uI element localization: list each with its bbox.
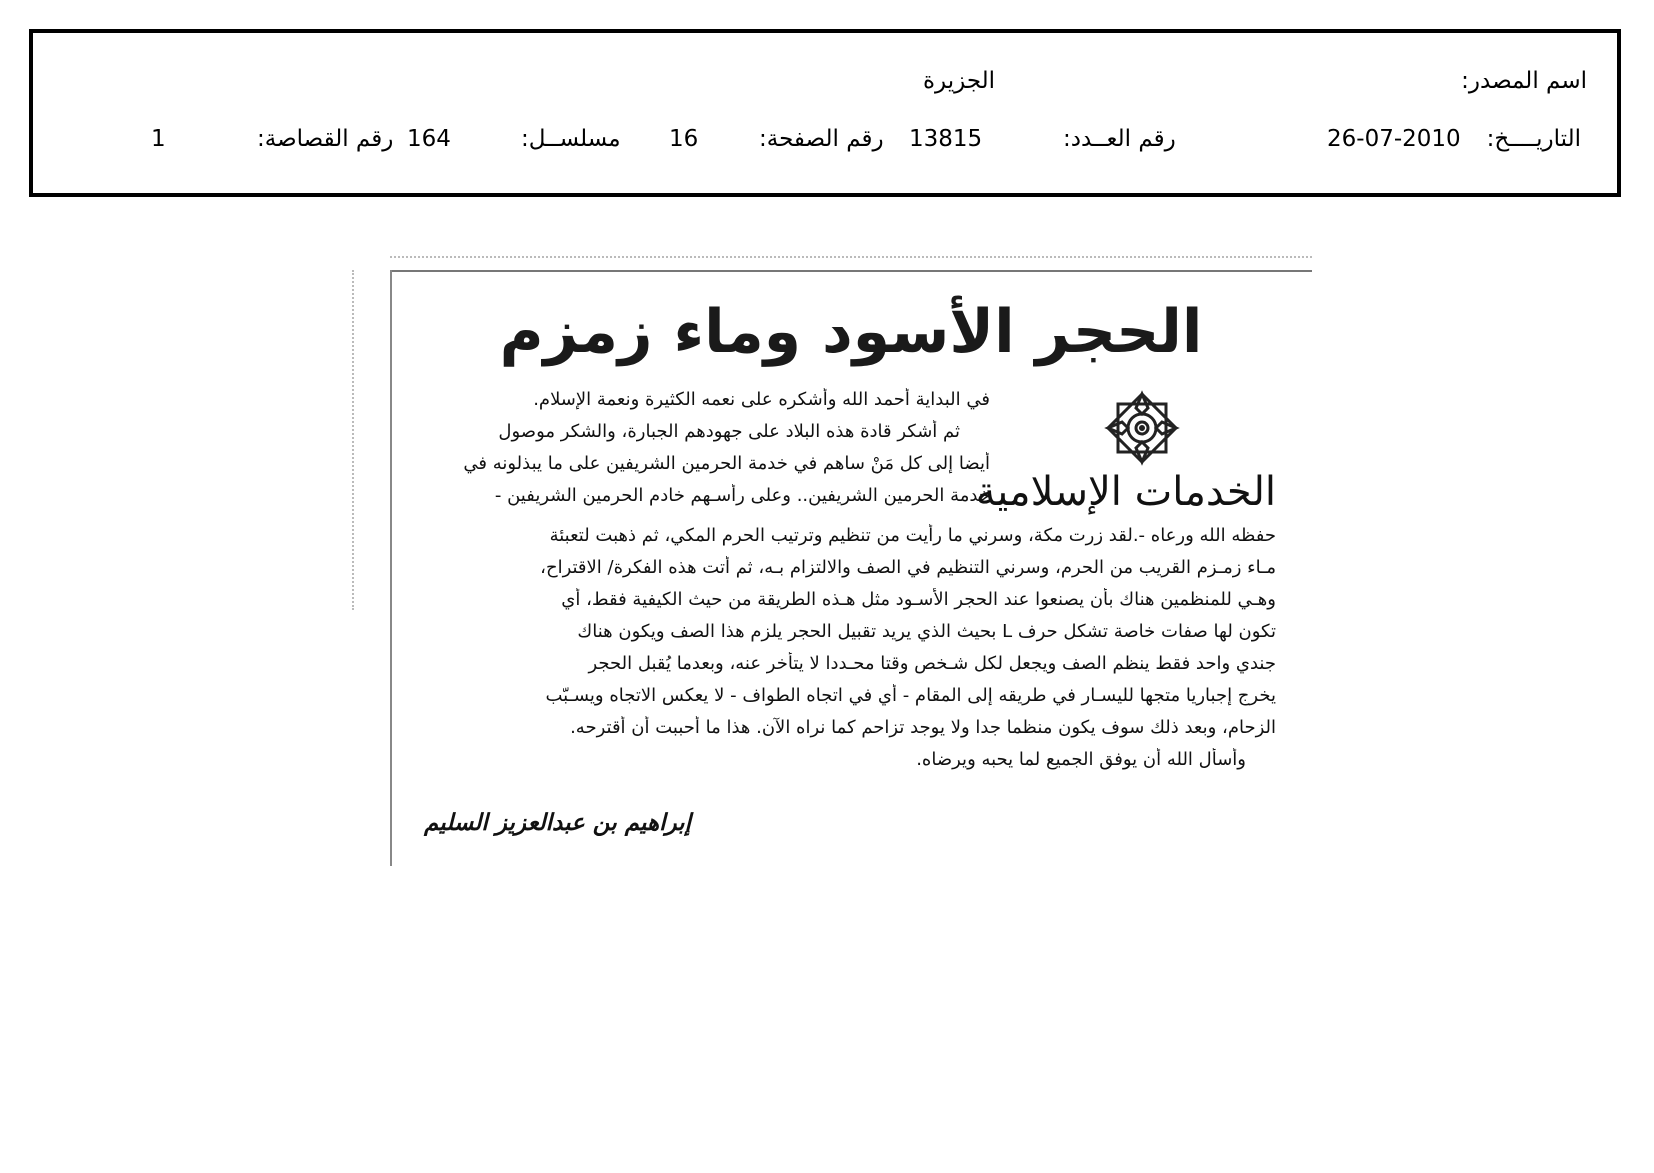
islamic-ornament-icon [1102,388,1182,468]
source-value: الجزيرة [923,68,996,94]
article-line: ثم أشكر قادة هذه البلاد على جهودهم الجبارة، والشكر موصول [498,421,960,442]
section-label: الخدمات الإسلامية [975,469,1276,515]
clipping-metadata-box [29,29,1621,197]
article-line: خدمة الحرمين الشريفين.. وعلى رأسـهم خادم الحرمين الشريفين - [494,485,990,506]
serial-label: مسلســل: [521,126,621,152]
article-line: مـاء زمـزم القريب من الحرم، وسرني التنظيم في الصف والالتزام بـه، ثم أتت هذه الفكرة/ الاقتراح، [540,557,1276,578]
clip-number-label: رقم القصاصة: [257,126,394,152]
article-line: جندي واحد فقط ينظم الصف ويجعل لكل شـخص وقتا محـددا لا يتأخر عنه، وبعدما يُقبل الحجر [588,653,1276,674]
article-headline: الحجر الأسود وماء زمزم [499,297,1203,367]
article-line: وأسأل الله أن يوفق الجميع لما يحبه ويرضاه. [916,749,1246,770]
article-line: الزحام، وبعد ذلك سوف يكون منظما جدا ولا يوجد تزاحم كما نراه الآن. هذا ما أحببت أن أقترحه. [570,717,1276,738]
issue-label: رقم العــدد: [1063,126,1176,152]
date-value: 26-07-2010 [1327,126,1461,152]
clip-edge-dots-left [352,270,354,610]
page-value: 16 [669,126,699,152]
article-line: في البداية أحمد الله وأشكره على نعمه الكثيرة ونعمة الإسلام. [533,389,990,410]
newspaper-clipping [390,270,1312,866]
article-line: وهـي للمنظمين هناك بأن يصنعوا عند الحجر الأسـود مثل هـذه الطريقة من حيث الكيفية فقط، أي [561,589,1276,610]
page-label: رقم الصفحة: [759,126,884,152]
article-line: حفظه الله ورعاه -.لقد زرت مكة، وسرني ما رأيت من تنظيم وترتيب الحرم المكي، ثم ذهبت لتعبئة [549,525,1276,546]
article-line: يخرج إجباريا متجها لليسـار في طريقه إلى المقام - أي في اتجاه الطواف - لا يعكس الاتجاه ويسـبّب [545,685,1276,706]
source-label: اسم المصدر: [1461,68,1587,94]
article-line: تكون لها صفات خاصة تشكل حرف L بحيث الذي يريد تقبيل الحجر يلزم هذا الصف ويكون هناك [577,621,1276,642]
author-signature: إبراهيم بن عبدالعزيز السليم [424,810,691,836]
serial-value: 164 [407,126,451,152]
clip-edge-dots-top [390,256,1312,258]
clip-number-value: 1 [151,126,166,152]
clip-edge-top [390,270,1312,272]
issue-value: 13815 [909,126,983,152]
article-line: أيضا إلى كل مَنْ ساهم في خدمة الحرمين الشريفين على ما يبذلونه في [463,453,990,474]
date-label: التاريــــخ: [1486,126,1581,152]
